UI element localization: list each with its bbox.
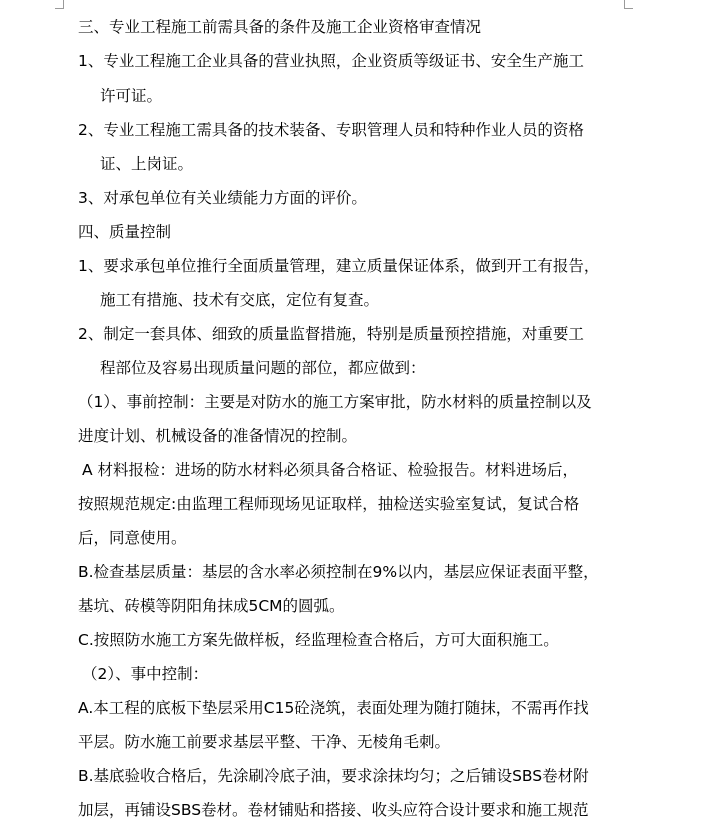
paragraph-line: 2、专业工程施工需具备的技术装备、专职管理人员和特种作业人员的资格 (78, 121, 584, 139)
subsection-heading: （1）、事前控制：主要是对防水的施工方案审批，防水材料的质量控制以及 (78, 393, 592, 411)
paragraph-line: B.基底验收合格后，先涂刷冷底子油，要求涂抹均匀；之后铺设SBS卷材附 (78, 767, 589, 785)
paragraph-line: 后，同意使用。 (78, 529, 187, 547)
paragraph-line: 平层。防水施工前要求基层平整、干净、无棱角毛刺。 (78, 733, 451, 751)
section-heading-4: 四、质量控制 (78, 223, 172, 241)
page-corner-mark-left (55, 0, 64, 9)
paragraph-line: 1、专业工程施工企业具备的营业执照，企业资质等级证书、安全生产施工 (78, 52, 584, 70)
section-heading-3: 三、专业工程施工前需具备的条件及施工企业资格审查情况 (78, 18, 482, 36)
paragraph-line: 证、上岗证。 (100, 155, 194, 173)
paragraph-line: A 材料报检：进场的防水材料必须具备合格证、检验报告。材料进场后， (82, 461, 579, 479)
paragraph-line: 加层，再铺设SBS卷材。卷材铺贴和搭接、收头应符合设计要求和施工规范 (78, 801, 589, 819)
paragraph-line: 进度计划、机械设备的准备情况的控制。 (78, 427, 358, 445)
paragraph-line: 1、要求承包单位推行全面质量管理，建立质量保证体系，做到开工有报告， (78, 257, 600, 275)
paragraph-line: 2、制定一套具体、细致的质量监督措施，特别是质量预控措施，对重要工 (78, 325, 584, 343)
subsection-heading: （2）、事中控制： (82, 665, 209, 683)
paragraph-line: A.本工程的底板下垫层采用C15砼浇筑，表面处理为随打随抹，不需再作找 (78, 699, 589, 717)
paragraph-line: 基坑、砖模等阴阳角抹成5CM的圆弧。 (78, 597, 345, 615)
paragraph-line: 许可证。 (100, 87, 163, 105)
page-corner-mark-right (624, 0, 633, 9)
paragraph-line: 按照规范规定:由监理工程师现场见证取样，抽检送实验室复试，复试合格 (78, 495, 580, 513)
paragraph-line: C.按照防水施工方案先做样板，经监理检查合格后，方可大面积施工。 (78, 631, 559, 649)
paragraph-line: 施工有措施、技术有交底，定位有复查。 (100, 291, 380, 309)
paragraph-line: 程部位及容易出现质量问题的部位，都应做到： (100, 359, 426, 377)
paragraph-line: 3、对承包单位有关业绩能力方面的评价。 (78, 189, 367, 207)
paragraph-line: B.检查基层质量：基层的含水率必须控制在9%以内，基层应保证表面平整， (78, 563, 599, 581)
